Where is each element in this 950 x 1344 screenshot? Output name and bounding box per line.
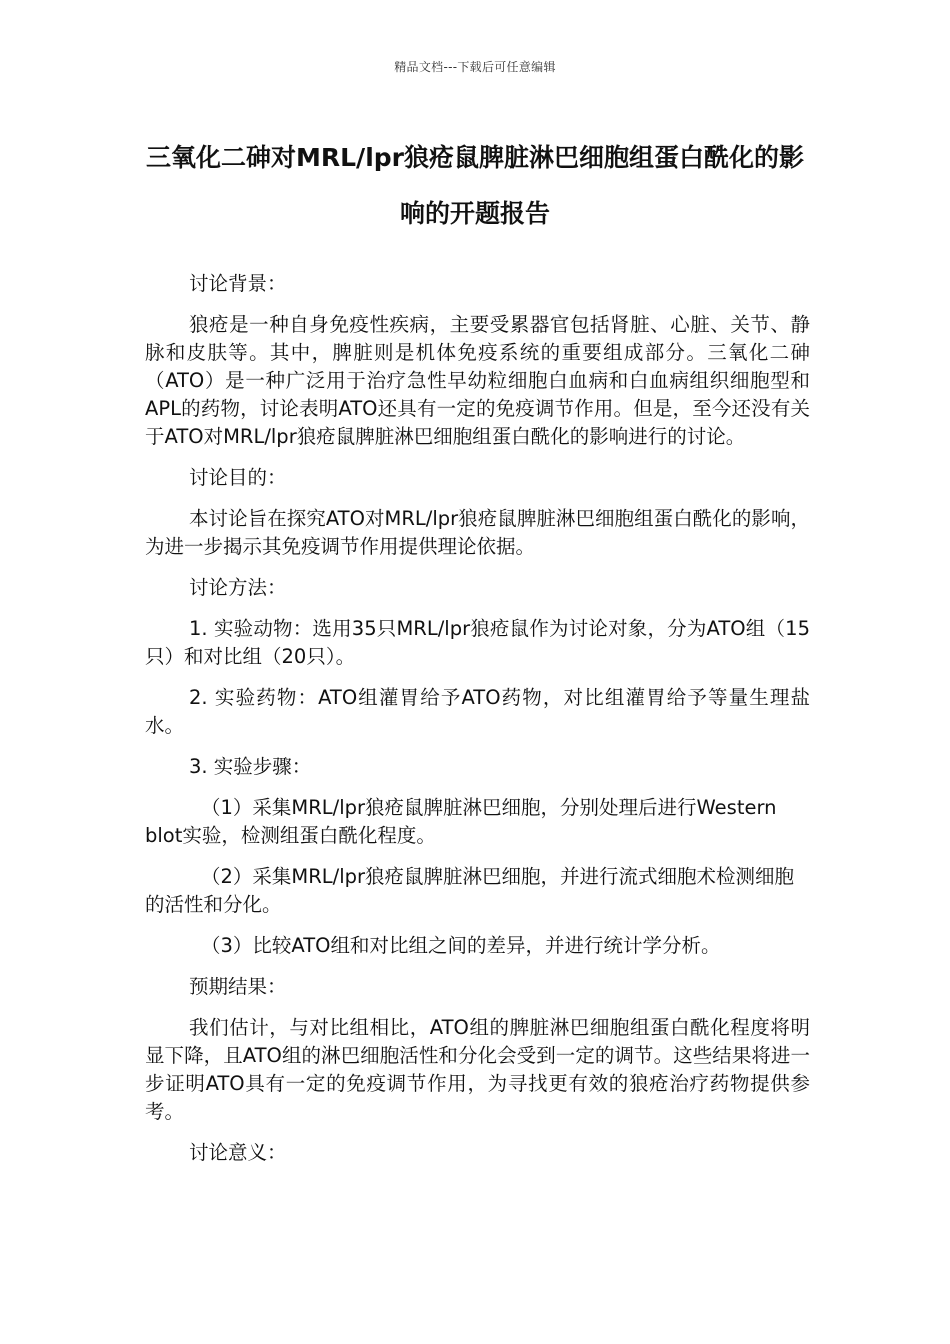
header-note: 精品文档---下载后可任意编辑: [394, 60, 556, 74]
purpose-paragraph: 本讨论旨在探究ATO对MRL/lpr狼疮鼠脾脏淋巴细胞组蛋白酰化的影响，为进一步揭示其免疫调节作用提供理论依据。: [145, 507, 810, 558]
background-paragraph: 狼疮是一种自身免疫性疾病，主要受累器官包括肾脏、心脏、关节、静脉和皮肤等。其中，脾脏则是机体免疫系统的重要组成部分。三氧化二砷（ATO）是一种广泛用于治疗急性早幼粒细胞白血病和白血病组织细胞型和APL的药物，讨论表明ATO还具有一定的免疫调节作用。但是，至今还没有关于ATO对MRL/lpr狼疮鼠脾脏淋巴细胞组蛋白酰化的影响进行的讨论。: [145, 313, 810, 448]
expected-paragraph: 我们估计，与对比组相比，ATO组的脾脏淋巴细胞组蛋白酰化程度将明显下降，且ATO组的淋巴细胞活性和分化会受到一定的调节。这些结果将进一步证明ATO具有一定的免疫调节作用，为寻找更有效的狼疮治疗药物提供参考。: [145, 1016, 810, 1123]
purpose-heading: 讨论目的：: [189, 466, 287, 489]
step-item-3: （3）比较ATO组和对比组之间的差异，并进行统计学分析。: [201, 934, 721, 957]
document-title: 三氧化二砷对MRL/lpr狼疮鼠脾脏淋巴细胞组蛋白酰化的影响的开题报告: [146, 143, 804, 228]
expected-heading: 预期结果：: [189, 975, 287, 998]
step-item-1: （1）采集MRL/lpr狼疮鼠脾脏淋巴细胞，分别处理后进行Western blot实验，检测组蛋白酰化程度。: [145, 796, 777, 847]
document-body: [145, 270, 810, 1180]
step-item-2: （2）采集MRL/lpr狼疮鼠脾脏淋巴细胞，并进行流式细胞术检测细胞的活性和分化。: [145, 865, 795, 916]
method-heading: 讨论方法：: [189, 576, 287, 599]
method-item-3: 3. 实验步骤：: [189, 755, 312, 778]
method-item-2: 2. 实验药物：ATO组灌胃给予ATO药物，对比组灌胃给予等量生理盐水。: [145, 686, 810, 737]
significance-heading: 讨论意义：: [189, 1141, 287, 1164]
background-heading: 讨论背景：: [189, 272, 287, 295]
method-item-1: 1. 实验动物：选用35只MRL/lpr狼疮鼠作为讨论对象，分为ATO组（15只）和对比组（20只）。: [145, 617, 810, 668]
